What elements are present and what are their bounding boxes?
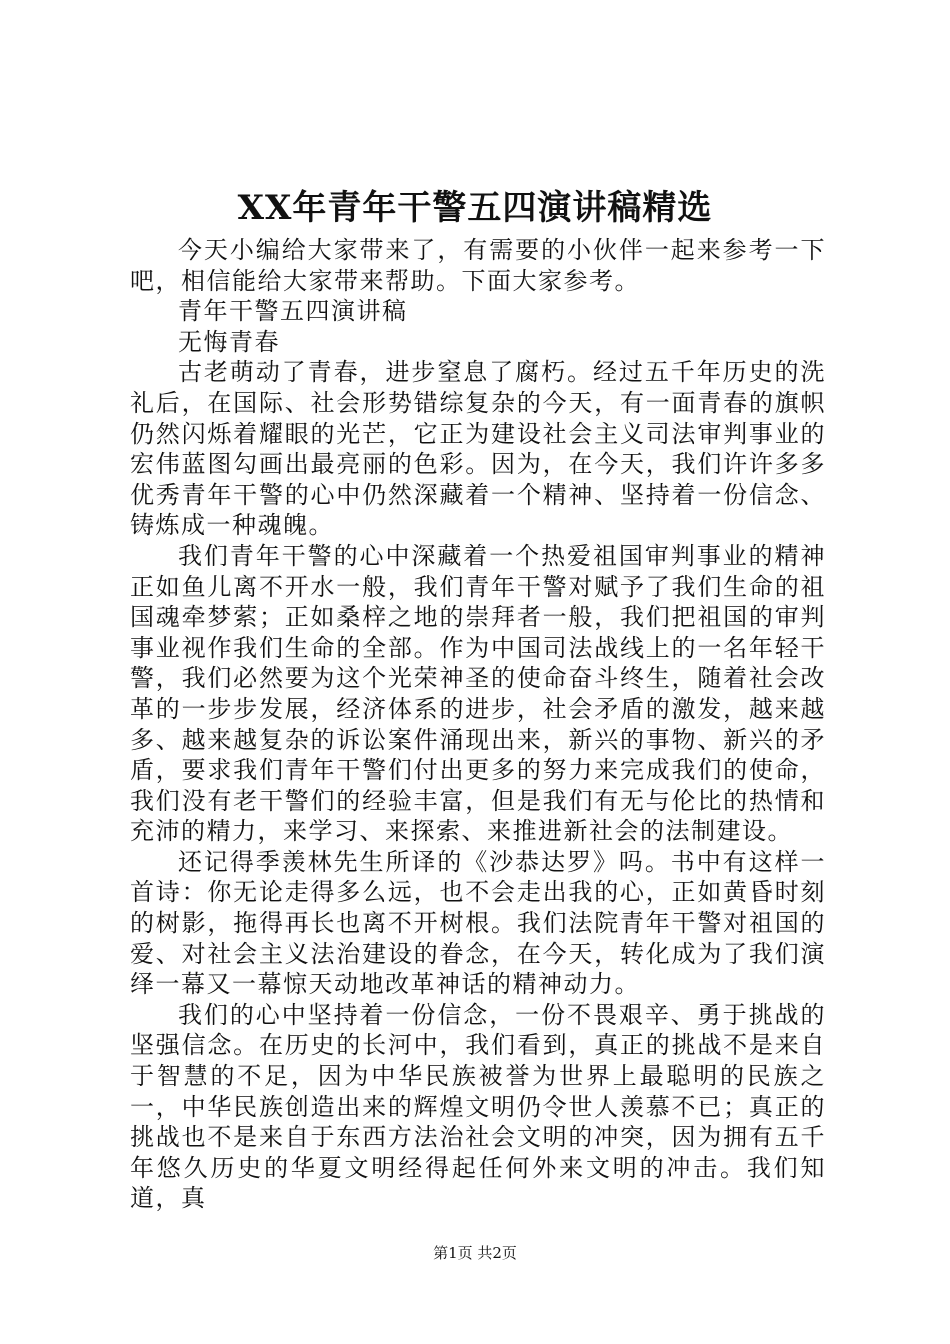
- document-title: XX年青年干警五四演讲稿精选: [237, 188, 713, 228]
- document-body: [130, 235, 826, 1214]
- page-number-footer: 第1页 共2页: [433, 1244, 517, 1262]
- paragraph: 我们青年干警的心中深藏着一个热爱祖国审判事业的精神正如鱼儿离不开水一般，我们青年干警对赋予了我们生命的祖国魂牵梦萦；正如桑梓之地的崇拜者一般，我们把祖国的审判事业视作我们生命的全部。作为中国司法战线上的一名年轻干警，我们必然要为这个光荣神圣的使命奋斗终生，随着社会改革的一步步发展，经济体系的进步，社会矛盾的激发，越来越多、越来越复杂的诉讼案件涌现出来，新兴的事物、新兴的矛盾，要求我们青年干警们付出更多的努力来完成我们的使命，我们没有老干警们的经验丰富，但是我们有无与伦比的热情和充沛的精力，来学习、来探索、来推进新社会的法制建设。: [130, 541, 826, 846]
- paragraph: 还记得季羡林先生所译的《沙恭达罗》吗。书中有这样一首诗：你无论走得多么远，也不会走出我的心，正如黄昏时刻的树影，拖得再长也离不开树根。我们法院青年干警对祖国的爱、对社会主义法治建设的眷念，在今天，转化成为了我们演绎一幕又一幕惊天动地改革神话的精神动力。: [130, 847, 826, 999]
- paragraph-subtitle: 青年干警五四演讲稿: [178, 297, 408, 326]
- paragraph-heading: 无悔青春: [178, 327, 280, 356]
- paragraph-intro: 今天小编给大家带来了，有需要的小伙伴一起来参考一下吧，相信能给大家带来帮助。下面大家参考。: [130, 236, 826, 295]
- paragraph: 我们的心中坚持着一份信念，一份不畏艰辛、勇于挑战的坚强信念。在历史的长河中，我们看到，真正的挑战不是来自于智慧的不足，因为中华民族被誉为世界上最聪明的民族之一，中华民族创造出来的辉煌文明仍令世人羡慕不已；真正的挑战也不是来自于东西方法治社会文明的冲突，因为拥有五千年悠久历史的华夏文明经得起任何外来文明的冲击。我们知道，真: [130, 1000, 826, 1213]
- paragraph: 古老萌动了青春，进步窒息了腐朽。经过五千年历史的洗礼后，在国际、社会形势错综复杂的今天，有一面青春的旗帜仍然闪烁着耀眼的光芒，它正为建设社会主义司法审判事业的宏伟蓝图勾画出最亮丽的色彩。因为，在今天，我们许许多多优秀青年干警的心中仍然深藏着一个精神、坚持着一份信念、铸炼成一种魂魄。: [130, 358, 826, 540]
